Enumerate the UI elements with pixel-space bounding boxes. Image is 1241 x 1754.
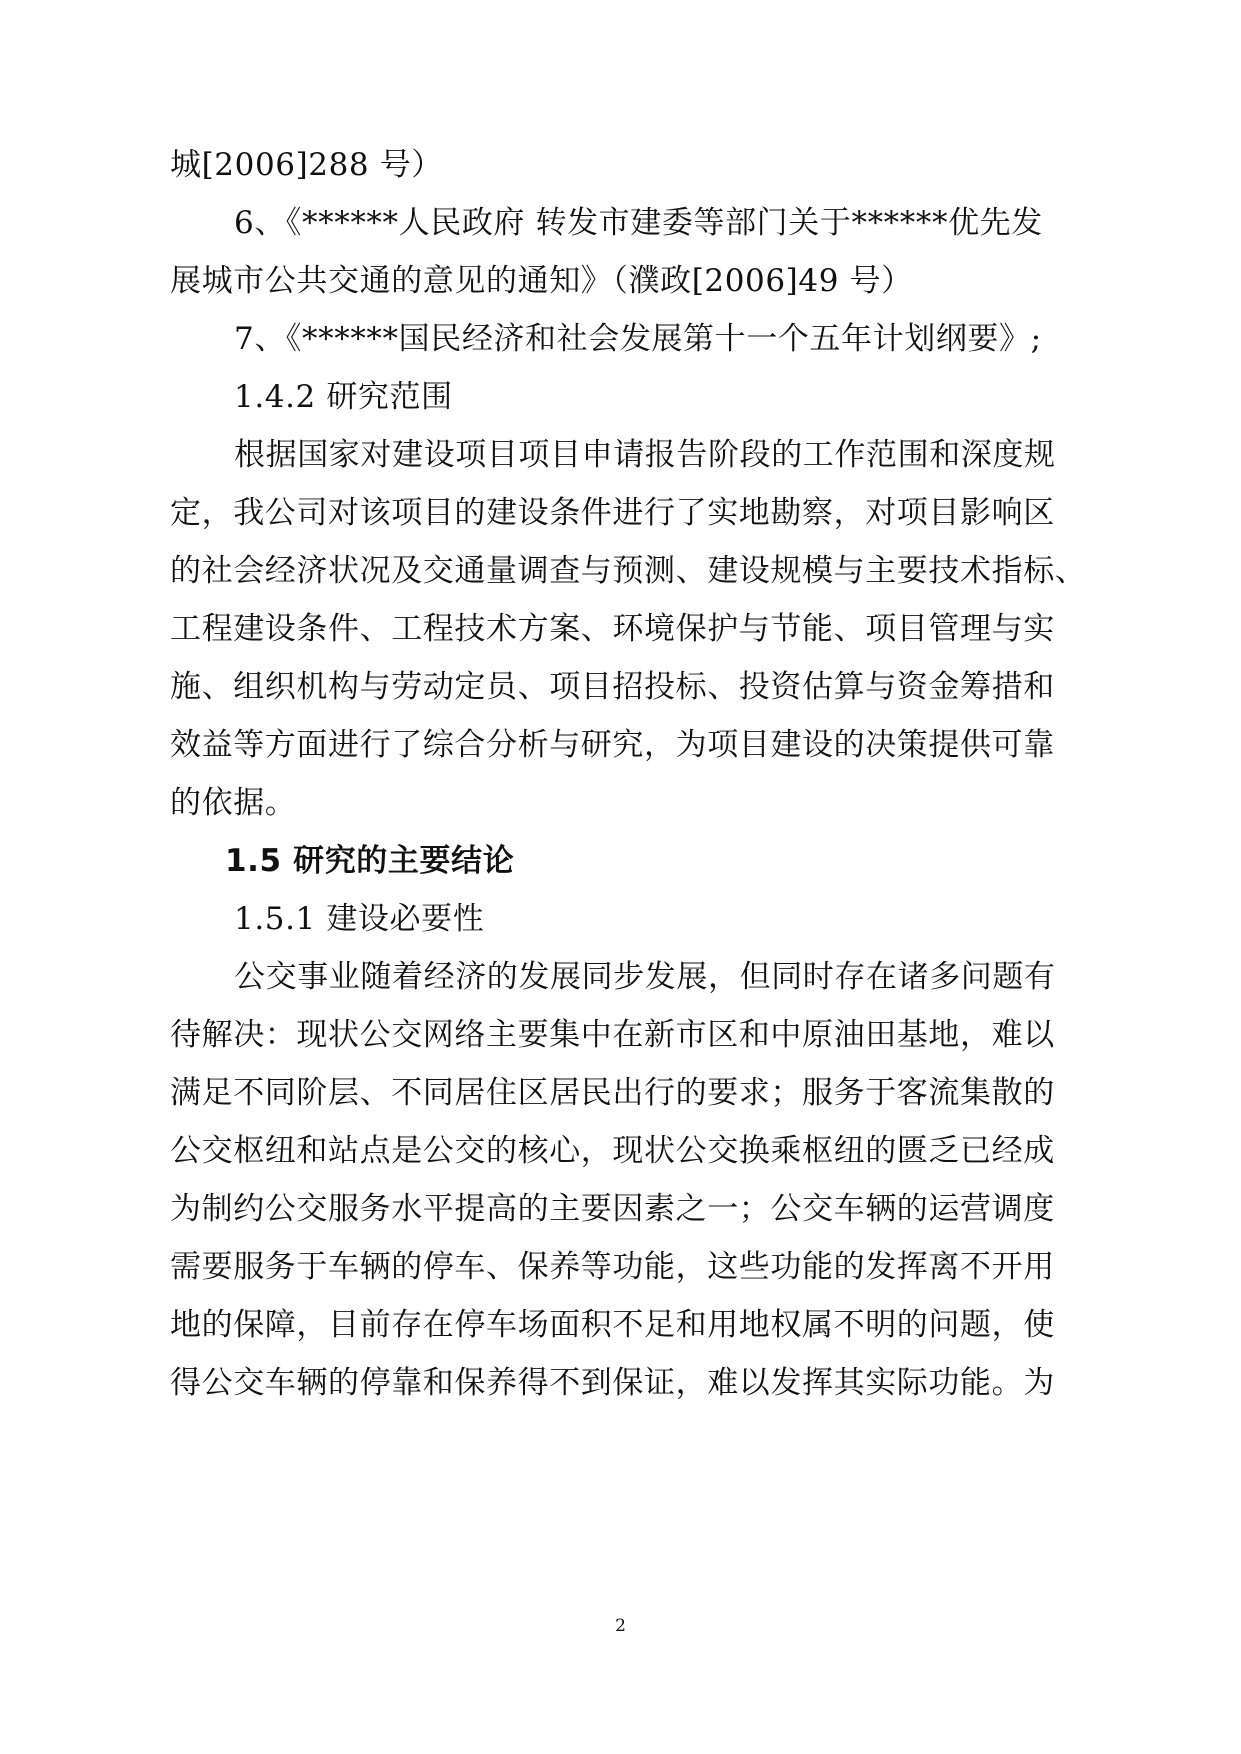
paragraph-line: 效益等方面进行了综合分析与研究，为项目建设的决策提供可靠 [170, 727, 1055, 763]
paragraph-line: 得公交车辆的停靠和保养得不到保证，难以发挥其实际功能。为 [170, 1365, 1055, 1401]
paragraph-line: 需要服务于车辆的停车、保养等功能，这些功能的发挥离不开用 [170, 1249, 1055, 1285]
paragraph-line: 地的保障，目前存在停车场面积不足和用地权属不明的问题，使 [170, 1307, 1055, 1343]
text-line-3: 展城市公共交通的意见的通知》（濮政[2006]49 号） [170, 263, 913, 299]
text-line-1: 城[2006]288 号） [170, 147, 443, 183]
paragraph-line: 待解决：现状公交网络主要集中在新市区和中原油田基地，难以 [170, 1017, 1055, 1053]
paragraph-line: 定，我公司对该项目的建设条件进行了实地勘察，对项目影响区 [170, 495, 1055, 531]
reference-item-6: 6、《******人民政府 转发市建委等部门关于******优先发 [234, 205, 1043, 241]
page-number: 2 [615, 1616, 626, 1636]
section-heading-1-5: 1.5 研究的主要结论 [225, 843, 515, 879]
paragraph-line: 为制约公交服务水平提高的主要因素之一；公交车辆的运营调度 [170, 1191, 1055, 1227]
paragraph-line: 根据国家对建设项目项目申请报告阶段的工作范围和深度规 [234, 437, 1056, 473]
paragraph-line: 公交枢纽和站点是公交的核心，现状公交换乘枢纽的匮乏已经成 [170, 1133, 1055, 1169]
paragraph-line: 满足不同阶层、不同居住区居民出行的要求；服务于客流集散的 [170, 1075, 1055, 1111]
paragraph-line: 的社会经济状况及交通量调查与预测、建设规模与主要技术指标、 [170, 553, 1087, 589]
paragraph-line: 工程建设条件、工程技术方案、环境保护与节能、项目管理与实 [170, 611, 1055, 647]
subsection-heading-1-4-2: 1.4.2 研究范围 [234, 379, 453, 415]
subsection-heading-1-5-1: 1.5.1 建设必要性 [234, 901, 485, 937]
paragraph-line: 的依据。 [170, 785, 297, 821]
paragraph-line: 施、组织机构与劳动定员、项目招投标、投资估算与资金筹措和 [170, 669, 1055, 705]
reference-item-7: 7、《******国民经济和社会发展第十一个五年计划纲要》; [234, 321, 1042, 357]
paragraph-line: 公交事业随着经济的发展同步发展，但同时存在诸多问题有 [234, 959, 1056, 995]
